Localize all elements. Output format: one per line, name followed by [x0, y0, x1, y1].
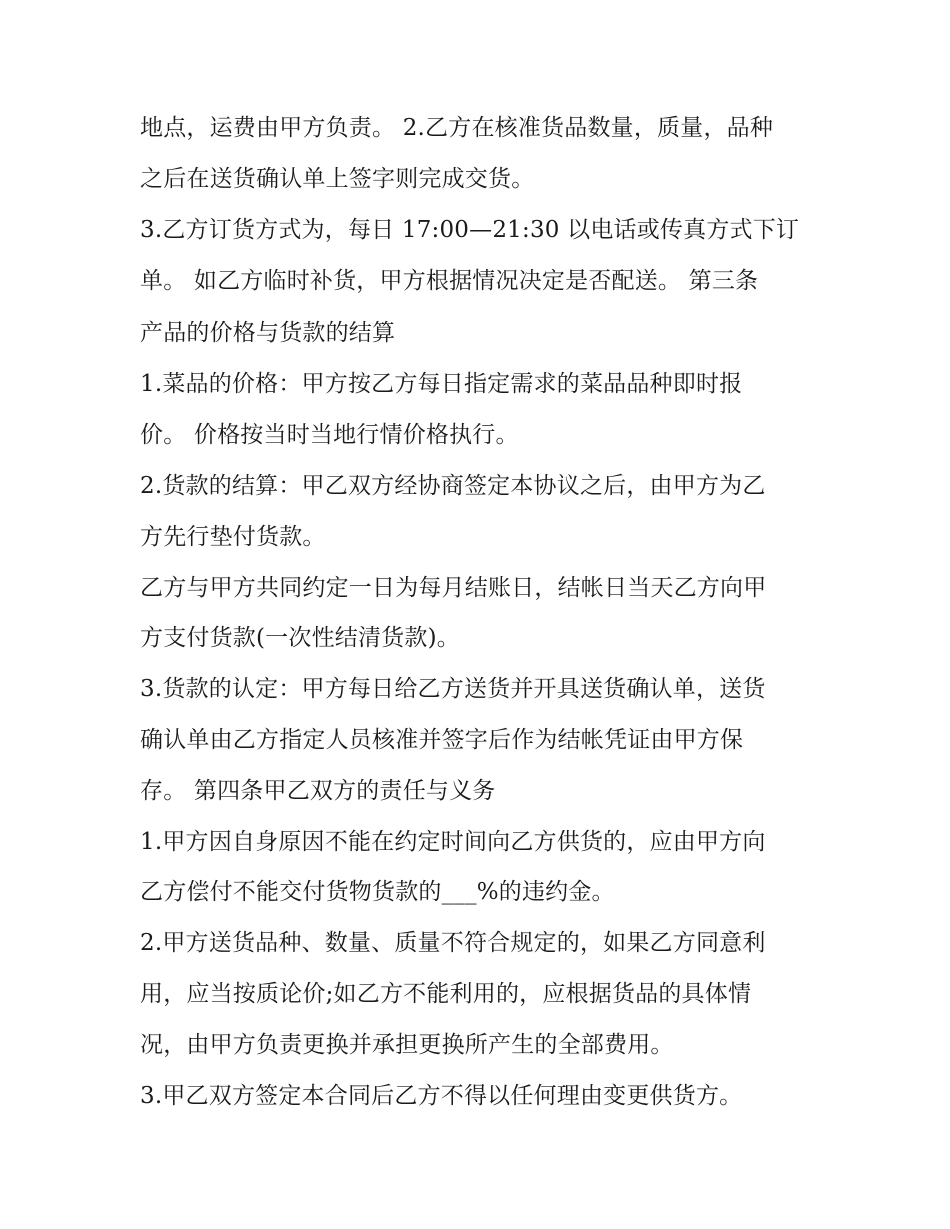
- text-line: 况，由甲方负责更换并承担更换所产生的全部费用。: [140, 1032, 674, 1058]
- text-line: 单。 如乙方临时补货，甲方根据情况决定是否配送。 第三条: [140, 268, 759, 294]
- text-line: 产品的价格与货款的结算: [140, 320, 396, 346]
- text-line: 乙方与甲方共同约定一日为每月结账日，结帐日当天乙方向甲: [140, 575, 767, 601]
- text-line: 之后在送货确认单上签字则完成交货。: [140, 166, 535, 192]
- text-line: 1.甲方因自身原因不能在约定时间向乙方供货的，应由甲方向: [140, 829, 766, 855]
- text-line: 地点，运费由甲方负责。 2.乙方在核准货品数量，质量，品种: [140, 115, 774, 141]
- text-line: 3.货款的认定：甲方每日给乙方送货并开具送货确认单，送货: [140, 676, 766, 702]
- text-line: 确认单由乙方指定人员核准并签字后作为结帐凭证由甲方保: [140, 727, 744, 753]
- text-line: 2.货款的结算：甲乙双方经协商签定本协议之后，由甲方为乙: [140, 473, 766, 499]
- text-line: 存。 第四条甲乙双方的责任与义务: [140, 778, 496, 804]
- text-line: 3.甲乙双方签定本合同后乙方不得以任何理由变更供货方。: [140, 1083, 743, 1109]
- text-line: 2.甲方送货品种、数量、质量不符合规定的，如果乙方同意利: [140, 930, 766, 956]
- text-line: 乙方偿付不能交付货物货款的___%的违约金。: [140, 879, 615, 905]
- text-line: 1.菜品的价格：甲方按乙方每日指定需求的菜品品种即时报: [140, 371, 743, 397]
- text-line: 价。 价格按当时当地行情价格执行。: [140, 422, 519, 448]
- text-line: 方支付货款(一次性结清货款)。: [140, 625, 460, 651]
- text-line: 方先行垫付货款。: [140, 524, 326, 550]
- text-line: 用，应当按质论价;如乙方不能利用的，应根据货品的具体情: [140, 981, 752, 1007]
- text-line: 3.乙方订货方式为，每日 17:00—21:30 以电话或传真方式下订: [140, 217, 800, 243]
